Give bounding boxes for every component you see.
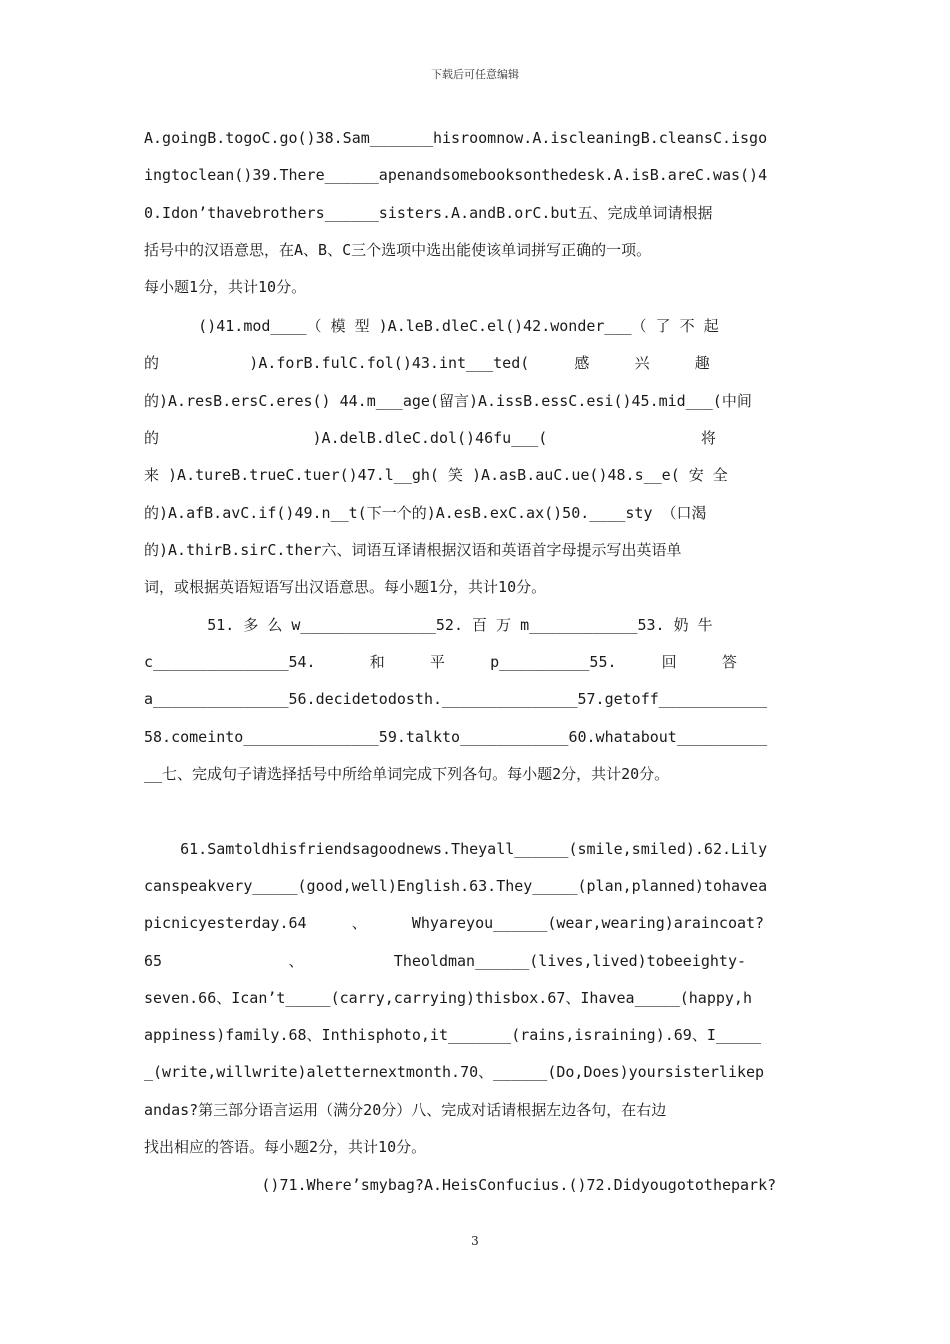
text-line: ingtoclean()39.There______apenandsomebooksonthedesk.A.isB.areC.was()4 <box>144 166 768 184</box>
page-header: 下载后可任意编辑 <box>431 68 519 81</box>
text-line: ()71.Where’smybag?A.HeisConfucius.()72.Didyougotothepark? <box>144 1176 777 1194</box>
text-line: 0.Idon’thavebrothers______sisters.A.andB.orC.but五、完成单词请根据 <box>144 204 713 222</box>
text-line: A.goingB.togoC.go()38.Sam_______hisroomnow.A.iscleaningB.cleansC.isgo <box>144 129 768 147</box>
text-line: 58.comeinto_______________59.talkto____________60.whatabout__________ <box>144 728 768 746</box>
text-line: seven.66、Ican’t_____(carry,carrying)thisbox.67、Ihavea_____(happy,h <box>144 989 752 1007</box>
text-line: 每小题1分，共计10分。 <box>144 278 307 296</box>
text-line: 来 )A.tureB.trueC.tuer()47.l__gh( 笑 )A.asB.auC.ue()48.s__e( 安 全 <box>144 466 728 484</box>
text-line: 的)A.thirB.sirC.ther六、词语互译请根据汉语和英语首字母提示写出英语单 <box>144 541 682 559</box>
text-line: 词，或根据英语短语写出汉语意思。每小题1分，共计10分。 <box>144 578 547 596</box>
text-line: 找出相应的答语。每小题2分，共计10分。 <box>144 1138 427 1156</box>
text-line: ()41.mod____（ 模 型 )A.leB.dleC.el()42.wonder___（ 了 不 起 <box>144 317 719 335</box>
text-line: appiness)family.68、Inthisphoto,it_______(rains,israining).69、I_____ <box>144 1026 761 1044</box>
text-line: _(write,willwrite)aletternextmonth.70、______(Do,Does)yoursisterlikep <box>144 1063 765 1081</box>
text-line: 括号中的汉语意思，在A、B、C三个选项中选出能使该单词拼写正确的一项。 <box>144 241 652 259</box>
text-line: 的 )A.forB.fulC.fol()43.int___ted( 感 兴 趣 <box>144 354 710 372</box>
text-line: 65 、 Theoldman______(lives,lived)tobeeighty- <box>144 952 746 970</box>
text-line: a_______________56.decidetodosth._______________57.getoff____________ <box>144 690 768 708</box>
text-line: picnicyesterday.64 、 Whyareyou______(wear,wearing)araincoat? <box>144 914 765 932</box>
text-line: 61.Samtoldhisfriendsagoodnews.Theyall______(smile,smiled).62.Lily <box>144 840 768 858</box>
page-number: 3 <box>471 1234 479 1248</box>
text-line: 的)A.afB.avC.if()49.n__t(下一个的)A.esB.exC.ax()50.____sty （口渴 <box>144 504 707 522</box>
text-line: canspeakvery_____(good,well)English.63.They_____(plan,planned)tohavea <box>144 877 768 895</box>
text-line: 的)A.resB.ersC.eres() 44.m___age(留言)A.issB.essC.esi()45.mid___(中间 <box>144 392 752 410</box>
text-line: andas?第三部分语言运用（满分20分）八、完成对话请根据左边各句，在右边 <box>144 1101 667 1119</box>
text-line: c_______________54. 和 平 p__________55. 回 答 <box>144 653 737 671</box>
text-line: __七、完成句子请选择括号中所给单词完成下列各句。每小题2分，共计20分。 <box>144 765 670 783</box>
text-line: 51. 多 么 w_______________52. 百 万 m____________53. 奶 牛 <box>144 616 713 634</box>
text-line: 的 )A.delB.dleC.dol()46fu___( 将 <box>144 429 716 447</box>
